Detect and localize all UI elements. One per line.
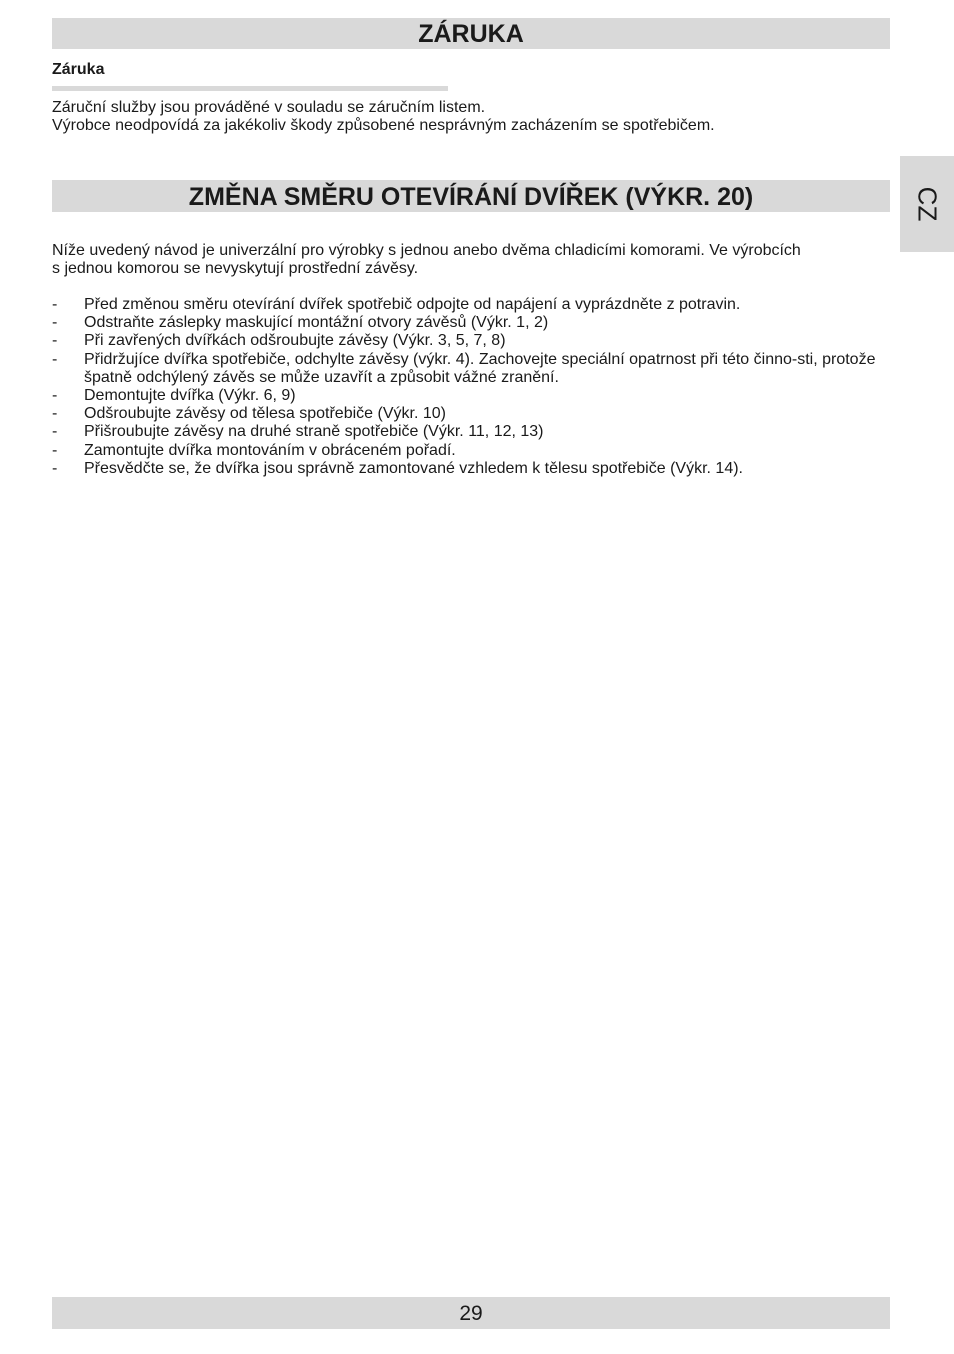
door-reversal-steps-list — [52, 296, 892, 478]
step-item — [52, 405, 892, 423]
step-text: Před změnou směru otevírání dvířek spotřebič odpojte od napájení a vyprázdněte z potravin. — [84, 296, 741, 313]
step-text: Přesvědčte se, že dvířka jsou správně zamontované vzhledem k tělesu spotřebiče (Výkr. 14). — [84, 459, 743, 477]
bullet-dash: - — [52, 441, 58, 459]
language-tab — [900, 156, 954, 252]
intro-line: Níže uvedený návod je univerzální pro výrobky s jednou anebo dvěma chladicími komorami. Ve výrobcích — [52, 242, 801, 259]
step-text: Odstraňte záslepky maskující montážní otvory závěsů (Výkr. 1, 2) — [84, 314, 549, 332]
page-number: 29 — [459, 1302, 483, 1325]
step-text: Přišroubujte závěsy na druhé straně spotřebiče (Výkr. 11, 12, 13) — [84, 423, 544, 441]
step-item — [52, 423, 892, 441]
step-item — [52, 314, 892, 332]
step-text: Zamontujte dvířka montováním v obráceném pořadí. — [84, 441, 456, 459]
subheading-divider — [52, 86, 448, 91]
step-item — [52, 387, 892, 405]
warranty-section-title: ZÁRUKA — [52, 18, 890, 49]
language-tab-label: CZ — [912, 186, 943, 222]
page-number-footer — [52, 1297, 890, 1329]
bullet-dash: - — [52, 387, 58, 405]
door-reversal-intro — [52, 242, 892, 278]
step-item — [52, 460, 892, 478]
bullet-dash: - — [52, 459, 58, 477]
bullet-dash: - — [52, 296, 58, 313]
warranty-paragraph — [52, 99, 892, 135]
step-text: Při zavřených dvířkách odšroubujte závěsy (Výkr. 3, 5, 7, 8) — [84, 332, 506, 350]
step-item — [52, 296, 892, 314]
bullet-dash: - — [52, 405, 58, 423]
bullet-dash: - — [52, 423, 58, 441]
warranty-subheading: Záruka — [52, 61, 105, 78]
step-text: Přidržujíce dvířka spotřebiče, odchylte závěsy (výkr. 4). Zachovejte speciální opatrnost při této činno-sti, protože špatně odchýlený závěs se může uzavřít a způsobit vážné zranění. — [84, 350, 876, 386]
bullet-dash: - — [52, 350, 58, 368]
step-item — [52, 442, 892, 460]
door-reversal-section-title: ZMĚNA SMĚRU OTEVÍRÁNÍ DVÍŘEK (VÝKR. 20) — [52, 180, 890, 212]
warranty-line: Výrobce neodpovídá za jakékoliv škody způsobené nesprávným zacházením se spotřebičem. — [52, 117, 715, 134]
warranty-line: Záruční služby jsou prováděné v souladu se záručním listem. — [52, 99, 486, 116]
bullet-dash: - — [52, 314, 58, 332]
step-text: Demontujte dvířka (Výkr. 6, 9) — [84, 387, 296, 405]
bullet-dash: - — [52, 332, 58, 350]
intro-line: s jednou komorou se nevyskytují prostřední závěsy. — [52, 260, 419, 277]
step-item — [52, 332, 892, 350]
step-text: Odšroubujte závěsy od tělesa spotřebiče (Výkr. 10) — [84, 405, 446, 423]
step-item — [52, 351, 892, 387]
